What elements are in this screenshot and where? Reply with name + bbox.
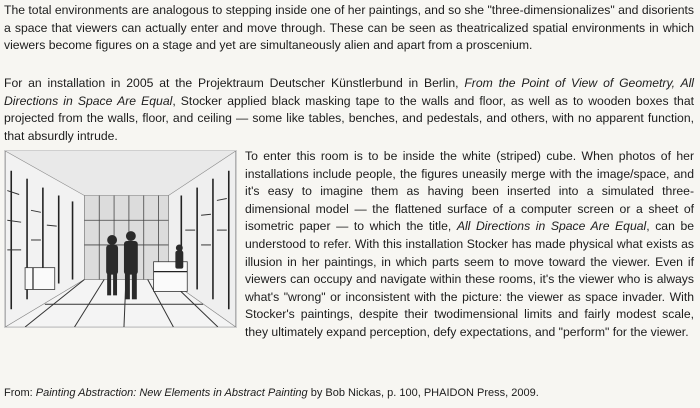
paragraph-room-after: , can be understood to refer. With this installation Stocker has made physical what exists as illusion in her paintings, in which parts seem to move toward the viewer. Even if viewers can occupy and navigate within these rooms, it's the viewer who is always what's "wrong" or inconsistent with the picture: the viewer as space invader. With Stocker's paintings, despite their twodimensional limits and fairly modest scale, they ultimately expand perception, defy expectations, and "perform" for the viewer. (245, 219, 694, 339)
figure-and-text (4, 148, 694, 342)
source-citation (4, 386, 694, 400)
paragraph-intro: The total environments are analogous to stepping inside one of her paintings, and so she "three-dimensionalizes" and disorients a space that viewers can actually enter and move through. These can be seen as theatricalized spatial environments in which viewers become figures on a stage and yet are simultaneously alien and apart from a proscenium. (4, 3, 694, 53)
striped-room-illustration (5, 151, 236, 327)
work-title: All Directions in Space Are Equal (456, 219, 647, 234)
installation-title: From the Point of View of Geometry, All Directions in Space Are Equal (4, 76, 694, 108)
source-prefix: From: (4, 387, 36, 399)
installation-photo (4, 150, 237, 328)
paragraph-installation-after: , Stocker applied black masking tape to the walls and floor, as well as to wooden boxes that projected from the walls, floor, and ceiling — some like tables, benches, and pedestals, and others, with no apparent function, that absurdly intrude. (4, 93, 694, 143)
source-book-title: Painting Abstraction: New Elements in Abstract Painting (35, 387, 308, 399)
source-suffix: by Bob Nickas, p. 100, PHAIDON Press, 2009. (307, 387, 539, 399)
paragraph-installation-before: For an installation in 2005 at the Projektraum Deutscher Künstlerbund in Berlin, (4, 76, 465, 90)
paragraph-installation (4, 75, 694, 145)
paragraph-room-before: To enter this room is to be inside the white (striped) cube. When photos of her installations include people, the figures uneasily merge with the image/space, and it's easy to imagine them as having been inserted into a simulated three-dimensional model — the flattened surface of a computer screen or a sheet of isometric paper — to which the title, (245, 149, 694, 234)
